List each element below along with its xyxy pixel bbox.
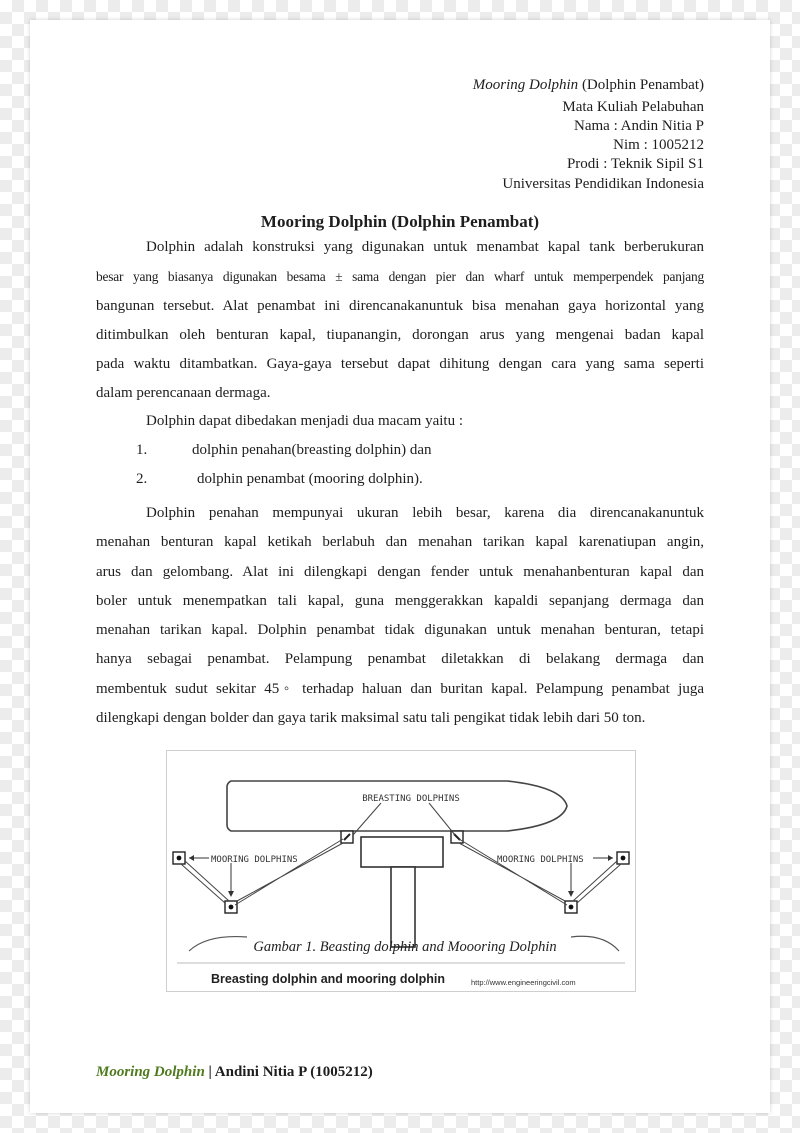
bollard-dot	[177, 856, 182, 861]
list-number-1: 1.	[136, 442, 148, 458]
paragraph-2-line: membentuk sudut sekitar 45◦ terhadap haluan dan buritan kapal. Pelampung penambat juga	[96, 680, 704, 697]
header-course: Mata Kuliah Pelabuhan	[562, 99, 704, 115]
mooring-line-right-ship	[459, 839, 567, 905]
paragraph-1-line: Dolphin adalah konstruksi yang digunakan untuk menambat kapal tank berberukuran	[146, 239, 704, 255]
ship-hull	[227, 781, 567, 831]
mooring-line-right	[573, 861, 621, 903]
list-intro: Dolphin dapat dibedakan menjadi dua macam yaitu :	[146, 413, 463, 429]
pier-head	[361, 837, 443, 867]
page-footer	[96, 1064, 373, 1081]
bollard-dot	[621, 856, 626, 861]
list-item-1: dolphin penahan(breasting dolphin) dan	[192, 442, 432, 458]
paragraph-1-line: besar yang biasanya digunakan besama ± sama dengan pier dan wharf untuk memperpendek panjang	[96, 269, 704, 285]
list-number-2: 2.	[136, 471, 148, 487]
arrow-head	[189, 855, 194, 861]
header-name: Nama : Andin Nitia P	[574, 118, 704, 134]
mooring-line-left	[181, 861, 229, 903]
header-prodi: Prodi : Teknik Sipil S1	[566, 156, 704, 172]
paragraph-2-line: Dolphin penahan mempunyai ukuran lebih besar, karena dia direncanakanuntuk	[146, 505, 704, 521]
label-mooring-dolphins-left: MOORING DOLPHINS	[211, 855, 298, 865]
paragraph-2-line: menahan benturan kapal ketikah berlabuh dan menahan tarikan kapal karenatiupan angin,	[96, 534, 704, 551]
dolphin-diagram	[167, 751, 635, 991]
paragraph-2-line: arus dan gelombang. Alat ini dilengkapi dengan fender untuk menahanbenturan kapal dan	[96, 563, 704, 580]
shoreline-arc	[189, 937, 247, 951]
pier-stem	[391, 867, 415, 947]
arrow-head	[568, 891, 574, 897]
mooring-line-left-ship	[235, 839, 343, 905]
paragraph-1-line: ditimbulkan oleh benturan kapal, tiupanangin, dorongan arus yang mengenai badan kapal	[96, 326, 704, 343]
list-item-2: dolphin penambat (mooring dolphin).	[197, 471, 423, 487]
figure-subtitle: Breasting dolphin and mooring dolphin	[211, 972, 446, 986]
paragraph-1-line: dalam perencanaan dermaga.	[96, 385, 271, 402]
figure-source-url: http://www.engineeringcivil.com	[471, 978, 576, 987]
paragraph-1-line: bangunan tersebut. Alat penambat ini direncanakanuntuk bisa menahan gaya horizontal yang	[96, 297, 704, 314]
label-breasting-dolphins: BREASTING DOLPHINS	[362, 794, 460, 804]
arrow-head	[608, 855, 613, 861]
paragraph-2	[96, 499, 704, 733]
header-nim: Nim : 1005212	[613, 137, 704, 153]
paragraph-2-line: boler untuk menempatkan tali kapal, guna menggerakkan kapaldi sepanjang dermaga dan	[96, 592, 704, 609]
paragraph-1	[96, 233, 704, 409]
footer-title: Mooring Dolphin	[96, 1064, 205, 1080]
header-line-1	[473, 76, 704, 95]
header-italic: Mooring Dolphin	[472, 77, 579, 93]
shoreline-arc	[571, 936, 619, 951]
footer-author: | Andini Nitia P (1005212)	[204, 1064, 373, 1080]
paragraph-2-line: hanya sebagai penambat. Pelampung penambat diletakkan di belakang dermaga dan	[96, 651, 704, 668]
paragraph-2-line: dilengkapi dengan bolder dan gaya tarik maksimal satu tali pengikat tidak lebih dari 50 ton.	[96, 710, 646, 727]
bollard-dot	[229, 905, 234, 910]
bollard-dot	[569, 905, 574, 910]
header-line-1-rest: (Dolphin Penambat)	[578, 77, 704, 93]
figure-diagram	[166, 750, 636, 992]
paragraph-2-line: menahan tarikan kapal. Dolphin penambat tidak digunakan untuk menahan benturan, tetapi	[96, 622, 704, 639]
label-mooring-dolphins-right: MOORING DOLPHINS	[497, 855, 584, 865]
paragraph-1-line: pada waktu ditambatkan. Gaya-gaya tersebut dapat dihitung dengan cara yang sama seperti	[96, 356, 704, 373]
header-university: Universitas Pendidikan Indonesia	[502, 176, 704, 192]
arrow-head	[228, 891, 234, 897]
document-title: Mooring Dolphin (Dolphin Penambat)	[260, 212, 540, 231]
figure-caption: Gambar 1. Beasting dolphin and Moooring Dolphin	[253, 939, 557, 955]
